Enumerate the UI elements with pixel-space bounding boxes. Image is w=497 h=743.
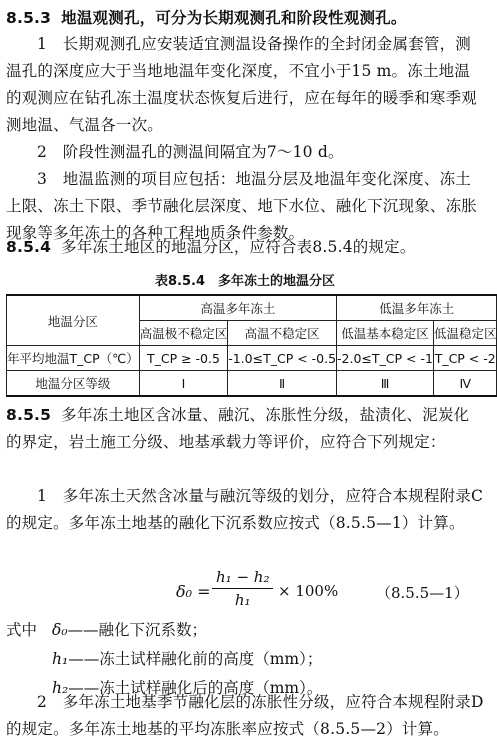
definition-label: 式中 xyxy=(6,621,38,639)
section-8-5-5 xyxy=(6,402,484,456)
formula-8-5-5-1 xyxy=(0,568,490,618)
table-cell: Ⅱ xyxy=(228,371,337,397)
group-header-low-temp: 低温多年冻土 xyxy=(337,295,497,321)
definition-symbol: h₁——冻土试样融化前的高度（mm）； xyxy=(52,650,323,668)
table-corner-cell: 地温分区 xyxy=(7,295,140,346)
subheader-cell: 高温不稳定区 xyxy=(228,321,337,346)
formula-rhs: × 100% xyxy=(278,582,339,600)
section-8-5-4 xyxy=(6,234,484,261)
formula-fraction xyxy=(212,568,273,609)
paragraph-item-2: 2 阶段性测温孔的测温间隔宜为7～10 d。 xyxy=(37,143,344,161)
section-text: 多年冻土地区含冰量、融沉、冻胀性分级，盐渍化、泥炭化的界定，岩土施工分级、地基承载力等评价，应符合下列规定： xyxy=(6,406,470,451)
table-cell: Ⅳ xyxy=(433,371,497,397)
subheader-cell: 低温基本稳定区 xyxy=(337,321,434,346)
section-8-5-3-heading xyxy=(6,4,484,32)
row-label-grade: 地温分区等级 xyxy=(7,371,140,397)
paragraph-item-3: 3 地温监测的项目应包括：地温分层及地温年变化深度、冻土上限、冻土下限、季节融化层深度、地下水位、融化下沉现象、冻胀现象等多年冻土的各种工程地质条件参数。 xyxy=(6,170,478,242)
group-header-high-temp: 高温多年冻土 xyxy=(139,295,336,321)
formula-numerator: h₁ − h₂ xyxy=(212,568,273,589)
definition-symbol: δ₀——融化下沉系数； xyxy=(52,621,208,639)
table-cell: T_CP < -2 xyxy=(433,346,497,371)
equation-number: （8.5.5—1） xyxy=(376,584,469,602)
definition-row xyxy=(6,616,484,645)
table-cell: -2.0≤T_CP < -1 xyxy=(337,346,434,371)
table-cell: -1.0≤T_CP < -0.5 xyxy=(228,346,337,371)
table-cell: Ⅰ xyxy=(139,371,228,397)
section-number: 8.5.4 xyxy=(6,238,52,256)
table-header-row xyxy=(7,295,497,321)
table-cell: T_CP ≥ -0.5 xyxy=(139,346,228,371)
paragraph-8-5-5-item-2: 2 多年冻土地基季节融化层的冻胀性分级，应符合本规程附录D的规定。多年冻土地基的平均冻胀率应按式（8.5.5—2）计算。 xyxy=(6,693,484,738)
section-heading-text: 地温观测孔，可分为长期观测孔和阶段性观测孔。 xyxy=(61,8,407,27)
paragraph-8-5-5-item-1: 1 多年冻土天然含冰量与融沉等级的划分，应符合本规程附录C的规定。多年冻土地基的融化下沉系数应按式（8.5.5—1）计算。 xyxy=(6,487,484,532)
section-number: 8.5.5 xyxy=(6,406,52,424)
table-caption: 表8.5.4 多年冻土的地温分区 xyxy=(154,274,335,289)
table-cell: Ⅲ xyxy=(337,371,434,397)
subheader-cell: 低温稳定区 xyxy=(433,321,497,346)
formula-denominator: h₁ xyxy=(234,591,251,609)
definition-row xyxy=(6,645,484,674)
row-label-mean-temp: 年平均地温T_CP（℃） xyxy=(7,346,140,371)
definition-symbol: h₂——冻土试样融化后的高度（mm）。 xyxy=(52,679,323,697)
formula-lhs: δ₀ = xyxy=(176,582,211,601)
table-row xyxy=(7,371,497,397)
table-row xyxy=(7,346,497,371)
paragraph-item-1: 1 长期观测孔应安装适宜测温设备操作的全封闭金属套管，测温孔的深度应大于当地地温年变化深度，不宜小于15 m。冻土地温的观测应在钻孔冻土温度状态恢复后进行，应在每年的暖季和寒季观测地温、气温各一次。 xyxy=(6,35,478,134)
section-number: 8.5.3 xyxy=(6,9,52,27)
ground-temperature-zone-table xyxy=(6,294,497,397)
subheader-cell: 高温极不稳定区 xyxy=(139,321,228,346)
section-text: 多年冻土地区的地温分区，应符合表8.5.4的规定。 xyxy=(61,238,416,256)
